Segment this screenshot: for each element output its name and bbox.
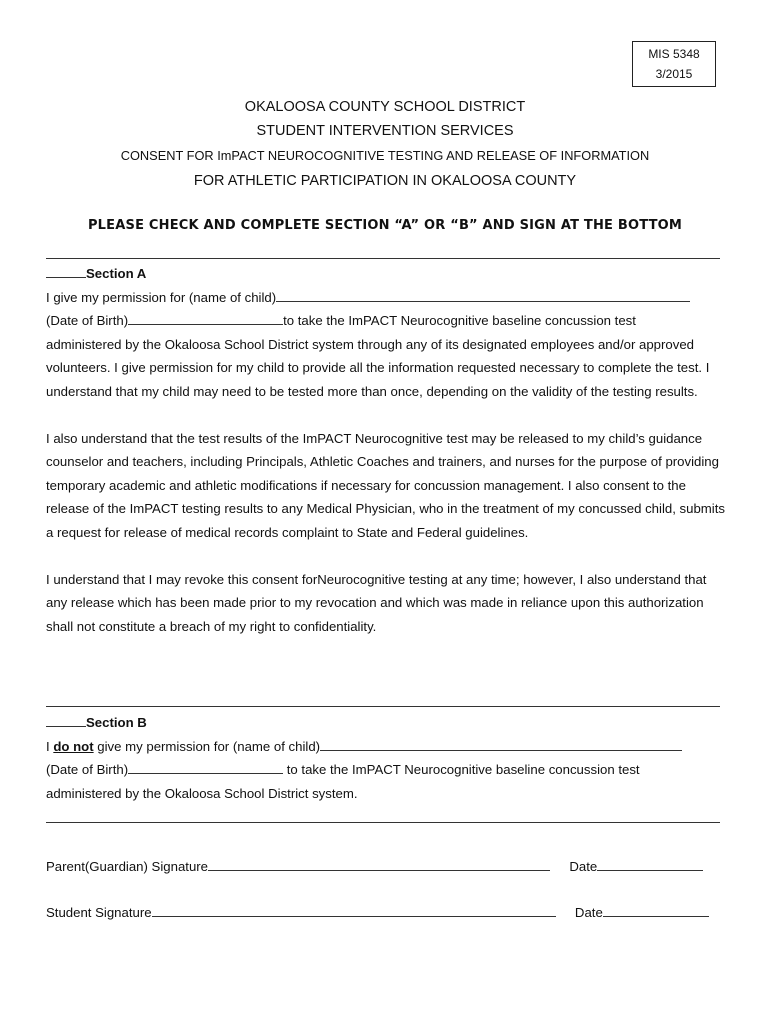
- section-a-paragraph-3: I understand that I may revoke this consent forNeurocognitive testing at any time; however, I also understand that any release which has been made prior to my revocation and which was made in reliance upon this authorization shall not constitute a breach of my right to confidentiality.: [46, 571, 707, 634]
- form-subtitle: FOR ATHLETIC PARTICIPATION IN OKALOOSA COUNTY: [193, 173, 577, 189]
- section-b-test-text: to take the ImPACT Neurocognitive baseline concussion test: [283, 762, 640, 777]
- form-id-box: [632, 41, 716, 87]
- parent-date-field[interactable]: [597, 856, 703, 871]
- section-a-paragraph-2: I also understand that the test results of the ImPACT Neurocognitive test may be released to my child’s guidance counselor and teachers, including Principals, Athletic Coaches and trainers, and nurses for the purpose of providing temporary academic and athletic modifications if necessary for concussion management. I also consent to the release of the ImPACT testing results to any Medical Physician, who in the treatment of my concussed child, submits a request for release of medical records complaint to State and Federal guidelines.: [46, 430, 725, 540]
- section-b-checkbox-blank[interactable]: [46, 712, 86, 727]
- section-b: [46, 711, 726, 805]
- district-name: OKALOOSA COUNTY SCHOOL DISTRICT: [244, 99, 526, 115]
- section-a-checkbox-blank[interactable]: [46, 263, 86, 278]
- section-a-dob-label: (Date of Birth): [46, 313, 129, 328]
- parent-signature-label: Parent(Guardian) Signature: [46, 859, 209, 874]
- section-a-title: Section A: [86, 266, 147, 281]
- section-b-line-2: administered by the Okaloosa School District system.: [46, 785, 358, 801]
- form-revision-date: 3/2015: [655, 67, 693, 81]
- section-a: [46, 262, 726, 638]
- parent-signature-row: [46, 856, 726, 877]
- student-signature-field[interactable]: [152, 902, 556, 917]
- student-signature-row: [46, 902, 726, 923]
- student-date-field[interactable]: [603, 902, 709, 917]
- student-date-label: Date: [574, 905, 603, 920]
- section-a-dob-field[interactable]: [128, 310, 283, 325]
- section-a-paragraph-1: administered by the Okaloosa School District system through any of its designated employees and/or approved volunteers. I give permission for my child to provide all the information requested necessary to complete the test. I understand that my child may need to be tested more than once, depending on the validity of the testing results.: [46, 336, 710, 399]
- divider-top: [46, 258, 720, 259]
- student-signature-label: Student Signature: [46, 905, 152, 920]
- divider-middle: [46, 706, 720, 707]
- section-a-test-text: to take the ImPACT Neurocognitive baseline concussion test: [283, 313, 636, 328]
- department-name: STUDENT INTERVENTION SERVICES: [256, 123, 514, 139]
- section-a-child-name-field[interactable]: [276, 287, 690, 302]
- parent-date-label: Date: [569, 859, 598, 874]
- divider-bottom: [46, 822, 720, 823]
- section-a-permission-label: I give my permission for (name of child): [46, 289, 277, 305]
- section-b-dob-field[interactable]: [128, 759, 283, 774]
- form-title: CONSENT FOR ImPACT NEUROCOGNITIVE TESTING AND RELEASE OF INFORMATION: [120, 148, 650, 163]
- section-b-child-name-field[interactable]: [320, 736, 682, 751]
- document-header: [0, 95, 770, 193]
- section-b-prefix: I: [46, 738, 54, 754]
- section-b-permission-label: give my permission for (name of child): [93, 738, 321, 754]
- section-b-do-not: do not: [53, 738, 94, 754]
- section-b-title: Section B: [86, 715, 147, 730]
- instruction-banner: PLEASE CHECK AND COMPLETE SECTION “A” OR “B” AND SIGN AT THE BOTTOM: [87, 218, 683, 233]
- form-code: MIS 5348: [648, 47, 700, 61]
- section-b-dob-label: (Date of Birth): [46, 762, 129, 777]
- parent-signature-field[interactable]: [208, 856, 550, 871]
